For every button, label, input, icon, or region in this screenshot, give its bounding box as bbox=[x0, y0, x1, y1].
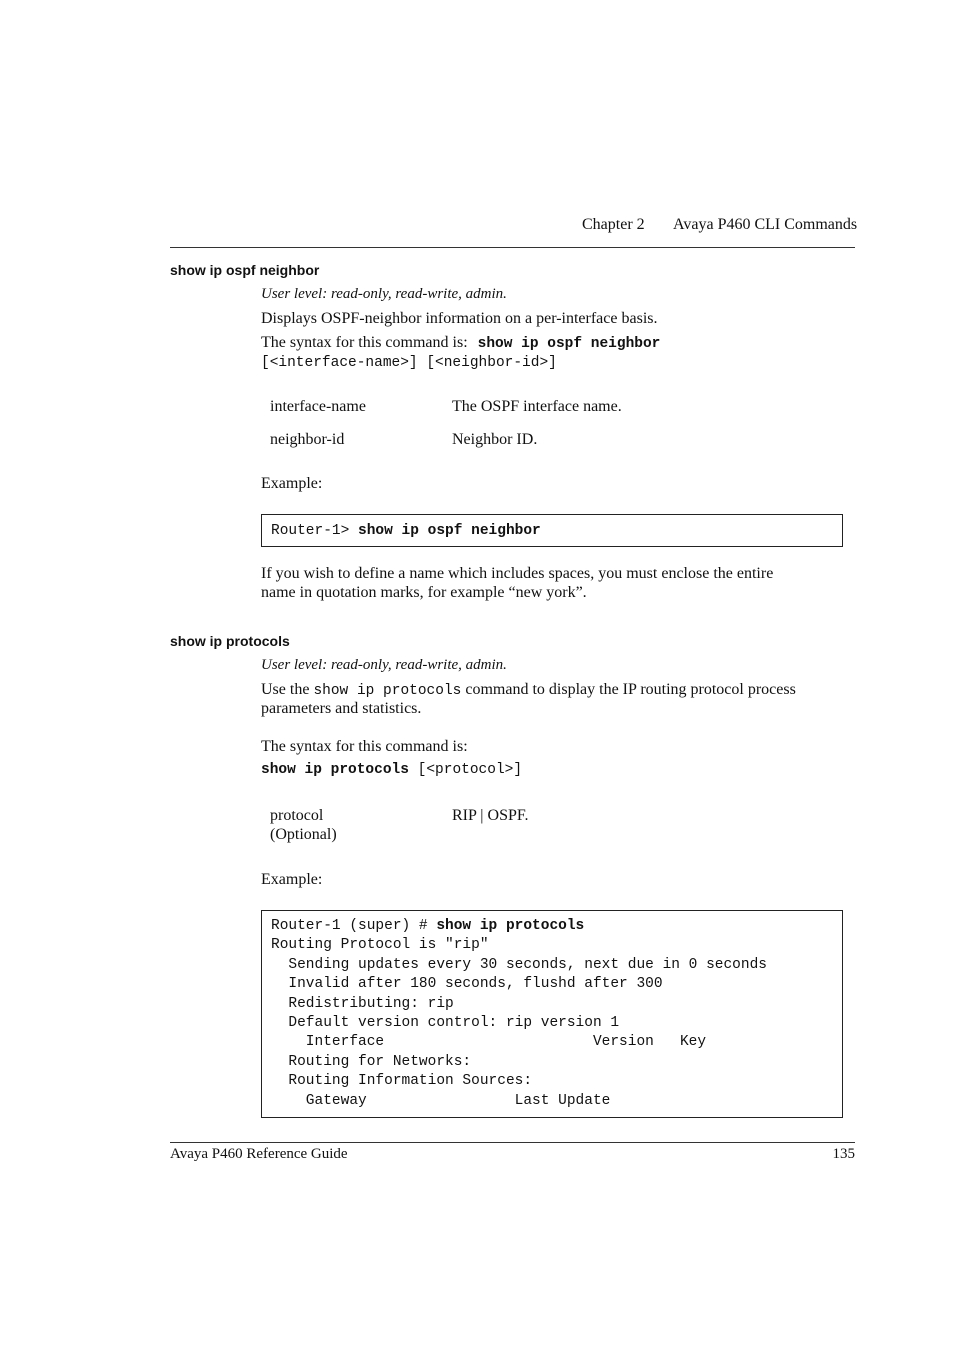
code-prompt: Router-1> bbox=[271, 523, 359, 539]
code-output-line: Routing Information Sources: bbox=[271, 1073, 533, 1090]
description-text: command to display the IP routing protocol process bbox=[461, 681, 796, 698]
param-desc: The OSPF interface name. bbox=[452, 398, 622, 415]
note-line: If you wish to define a name which includes spaces, you must enclose the entire bbox=[261, 565, 774, 582]
code-output-line: Default version control: rip version 1 bbox=[271, 1015, 620, 1032]
description-text: Use the bbox=[261, 681, 314, 698]
example-label: Example: bbox=[261, 871, 323, 888]
user-level: User level: read-only, read-write, admin. bbox=[261, 657, 507, 673]
description-line bbox=[261, 680, 796, 701]
footer-rule bbox=[170, 1142, 855, 1143]
footer-guide-title: Avaya P460 Reference Guide bbox=[170, 1146, 348, 1162]
syntax-args: [<protocol>] bbox=[408, 762, 523, 778]
description-line: parameters and statistics. bbox=[261, 700, 422, 717]
syntax-args: [<interface-name>] [<neighbor-id>] bbox=[261, 355, 557, 371]
example-label: Example: bbox=[261, 475, 323, 492]
param-desc: Neighbor ID. bbox=[452, 431, 538, 448]
header-rule bbox=[170, 247, 855, 248]
code-line bbox=[271, 522, 842, 541]
code-prompt: Router-1 (super) # bbox=[271, 918, 437, 934]
param-desc: RIP | OSPF. bbox=[452, 807, 529, 824]
code-command: show ip protocols bbox=[436, 918, 585, 934]
section-heading-ip-protocols: show ip protocols bbox=[170, 633, 290, 649]
code-command: show ip ospf neighbor bbox=[358, 523, 541, 539]
syntax-intro: The syntax for this command is: bbox=[261, 334, 468, 351]
description: Displays OSPF-neighbor information on a per-interface basis. bbox=[261, 310, 658, 327]
syntax-intro: The syntax for this command is: bbox=[261, 738, 468, 755]
example-code-box bbox=[261, 514, 843, 547]
syntax-command: show ip protocols bbox=[261, 762, 409, 778]
code-output-line: Routing for Networks: bbox=[271, 1053, 472, 1070]
syntax-line bbox=[261, 762, 522, 778]
header-title: Avaya P460 CLI Commands bbox=[673, 216, 858, 233]
code-output-line: Routing Protocol is "rip" bbox=[271, 937, 489, 954]
note-line: name in quotation marks, for example “new york”. bbox=[261, 584, 587, 601]
syntax-command: show ip ospf neighbor bbox=[477, 336, 661, 352]
page-number: 135 bbox=[832, 1146, 855, 1162]
code-output-line: Sending updates every 30 seconds, next due in 0 seconds bbox=[271, 956, 767, 973]
code-line bbox=[271, 917, 842, 936]
param-name: neighbor-id bbox=[270, 431, 345, 448]
code-output-line: Invalid after 180 seconds, flushd after 300 bbox=[271, 976, 663, 993]
syntax-line bbox=[261, 333, 660, 354]
code-output-line: Redistributing: rip bbox=[271, 995, 454, 1012]
header-chapter: Chapter 2 bbox=[582, 216, 645, 233]
param-name: protocol bbox=[270, 807, 324, 824]
example-code-box bbox=[261, 910, 843, 1118]
param-name: interface-name bbox=[270, 398, 366, 415]
param-optional: (Optional) bbox=[270, 826, 337, 843]
user-level: User level: read-only, read-write, admin. bbox=[261, 286, 507, 302]
section-heading-ospf-neighbor: show ip ospf neighbor bbox=[170, 262, 320, 278]
code-output-line: Gateway Last Update bbox=[271, 1092, 611, 1109]
code-output-line: Interface Version Key bbox=[271, 1034, 707, 1051]
inline-code: show ip protocols bbox=[313, 683, 462, 699]
